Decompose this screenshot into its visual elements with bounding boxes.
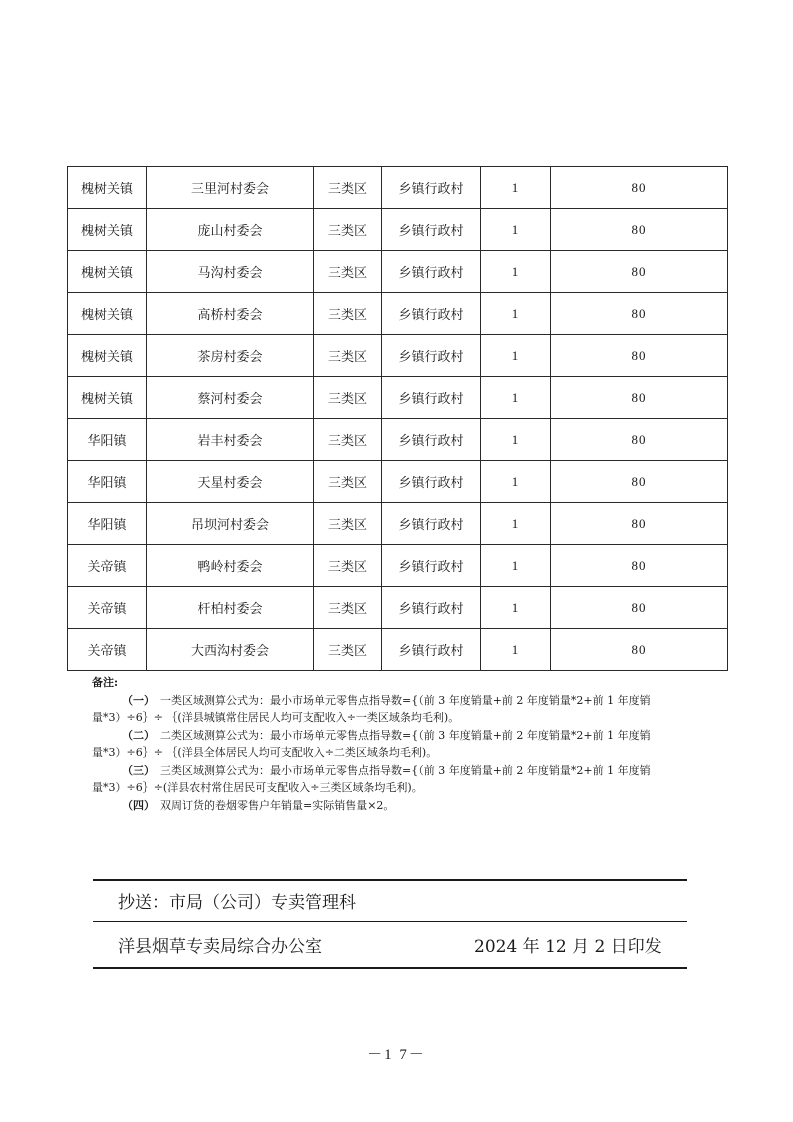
note-text-continued: 量*3）÷6｝÷ ｛(洋县城镇常住居民人均可支配收入÷一类区域条均毛利)。 [92, 711, 460, 724]
zone-cell: 三类区 [314, 209, 382, 251]
count-cell: 1 [481, 377, 551, 419]
type-cell: 乡镇行政村 [382, 503, 481, 545]
type-cell: 乡镇行政村 [382, 377, 481, 419]
table-row [68, 587, 728, 629]
notes-items [92, 692, 732, 815]
note-item [92, 762, 732, 780]
note-text: 双周订货的卷烟零售户年销量=实际销售量×2。 [160, 798, 395, 812]
table-body [68, 167, 728, 671]
count-cell: 1 [481, 587, 551, 629]
cc-line: 抄送：市局（公司）专卖管理科 [118, 893, 356, 913]
table-row [68, 503, 728, 545]
table-row [68, 209, 728, 251]
note-item [92, 692, 732, 710]
village-cell: 岩丰村委会 [147, 419, 314, 461]
type-cell: 乡镇行政村 [382, 251, 481, 293]
town-cell: 关帝镇 [68, 587, 147, 629]
town-cell: 槐树关镇 [68, 209, 147, 251]
zone-cell: 三类区 [314, 587, 382, 629]
count-cell: 1 [481, 209, 551, 251]
town-cell: 槐树关镇 [68, 377, 147, 419]
value-cell: 80 [551, 503, 728, 545]
table-row [68, 545, 728, 587]
footer-middle-rule [93, 921, 687, 922]
zone-cell: 三类区 [314, 167, 382, 209]
value-cell: 80 [551, 587, 728, 629]
value-cell: 80 [551, 419, 728, 461]
note-item [92, 727, 732, 745]
table-row [68, 461, 728, 503]
type-cell: 乡镇行政村 [382, 419, 481, 461]
town-cell: 槐树关镇 [68, 167, 147, 209]
village-cell: 马沟村委会 [147, 251, 314, 293]
village-cell: 茶房村委会 [147, 335, 314, 377]
notes-header: 备注: [92, 676, 119, 689]
town-cell: 关帝镇 [68, 629, 147, 671]
town-cell: 槐树关镇 [68, 251, 147, 293]
type-cell: 乡镇行政村 [382, 209, 481, 251]
zone-cell: 三类区 [314, 503, 382, 545]
type-cell: 乡镇行政村 [382, 629, 481, 671]
note-label: （四） [122, 798, 155, 812]
note-item [92, 797, 732, 815]
village-cell: 天星村委会 [147, 461, 314, 503]
count-cell: 1 [481, 293, 551, 335]
village-cell: 庞山村委会 [147, 209, 314, 251]
notes-section [92, 674, 732, 814]
count-cell: 1 [481, 419, 551, 461]
zone-cell: 三类区 [314, 629, 382, 671]
zone-cell: 三类区 [314, 545, 382, 587]
count-cell: 1 [481, 629, 551, 671]
zone-cell: 三类区 [314, 419, 382, 461]
table-row [68, 377, 728, 419]
type-cell: 乡镇行政村 [382, 167, 481, 209]
count-cell: 1 [481, 335, 551, 377]
table-row [68, 293, 728, 335]
value-cell: 80 [551, 293, 728, 335]
village-cell: 鸭岭村委会 [147, 545, 314, 587]
zone-cell: 三类区 [314, 377, 382, 419]
town-cell: 关帝镇 [68, 545, 147, 587]
note-text-continued: 量*3）÷6｝÷(洋县农村常住居民可支配收入÷三类区域条均毛利)。 [92, 781, 423, 794]
zone-cell: 三类区 [314, 293, 382, 335]
value-cell: 80 [551, 545, 728, 587]
village-cell: 蔡河村委会 [147, 377, 314, 419]
table-row [68, 629, 728, 671]
type-cell: 乡镇行政村 [382, 335, 481, 377]
village-cell: 吊坝河村委会 [147, 503, 314, 545]
footer-top-rule [93, 879, 687, 881]
note-text: 二类区域测算公式为：最小市场单元零售点指导数={（前 3 年度销量+前 2 年度销量*2+前 1 年度销 [160, 728, 651, 742]
table-row [68, 167, 728, 209]
issuer-name: 洋县烟草专卖局综合办公室 [118, 937, 322, 957]
zone-cell: 三类区 [314, 251, 382, 293]
value-cell: 80 [551, 377, 728, 419]
note-text-continued: 量*3）÷6｝÷ ｛(洋县全体居民人均可支配收入÷二类区域条均毛利)。 [92, 746, 438, 759]
count-cell: 1 [481, 167, 551, 209]
page-number: －1 7－ [367, 1047, 426, 1063]
value-cell: 80 [551, 335, 728, 377]
town-cell: 槐树关镇 [68, 335, 147, 377]
village-cell: 三里河村委会 [147, 167, 314, 209]
village-cell: 高桥村委会 [147, 293, 314, 335]
village-cell: 杆柏村委会 [147, 587, 314, 629]
zone-cell: 三类区 [314, 461, 382, 503]
count-cell: 1 [481, 545, 551, 587]
value-cell: 80 [551, 629, 728, 671]
note-text: 一类区域测算公式为：最小市场单元零售点指导数={（前 3 年度销量+前 2 年度销量*2+前 1 年度销 [160, 693, 651, 707]
town-cell: 华阳镇 [68, 461, 147, 503]
zone-cell: 三类区 [314, 335, 382, 377]
town-cell: 槐树关镇 [68, 293, 147, 335]
table-row [68, 335, 728, 377]
note-label: （三） [122, 763, 155, 777]
count-cell: 1 [481, 251, 551, 293]
value-cell: 80 [551, 209, 728, 251]
issue-date: 2024 年 12 月 2 日印发 [474, 937, 662, 957]
town-cell: 华阳镇 [68, 419, 147, 461]
town-cell: 华阳镇 [68, 503, 147, 545]
footer-bottom-rule [93, 967, 687, 969]
allocation-table [67, 166, 728, 671]
note-text: 三类区域测算公式为：最小市场单元零售点指导数={（前 3 年度销量+前 2 年度销量*2+前 1 年度销 [160, 763, 651, 777]
value-cell: 80 [551, 167, 728, 209]
value-cell: 80 [551, 461, 728, 503]
note-label: （二） [122, 728, 155, 742]
table-row [68, 419, 728, 461]
count-cell: 1 [481, 461, 551, 503]
note-label: （一） [122, 693, 155, 707]
type-cell: 乡镇行政村 [382, 545, 481, 587]
type-cell: 乡镇行政村 [382, 587, 481, 629]
type-cell: 乡镇行政村 [382, 293, 481, 335]
value-cell: 80 [551, 251, 728, 293]
type-cell: 乡镇行政村 [382, 461, 481, 503]
table-row [68, 251, 728, 293]
village-cell: 大西沟村委会 [147, 629, 314, 671]
count-cell: 1 [481, 503, 551, 545]
